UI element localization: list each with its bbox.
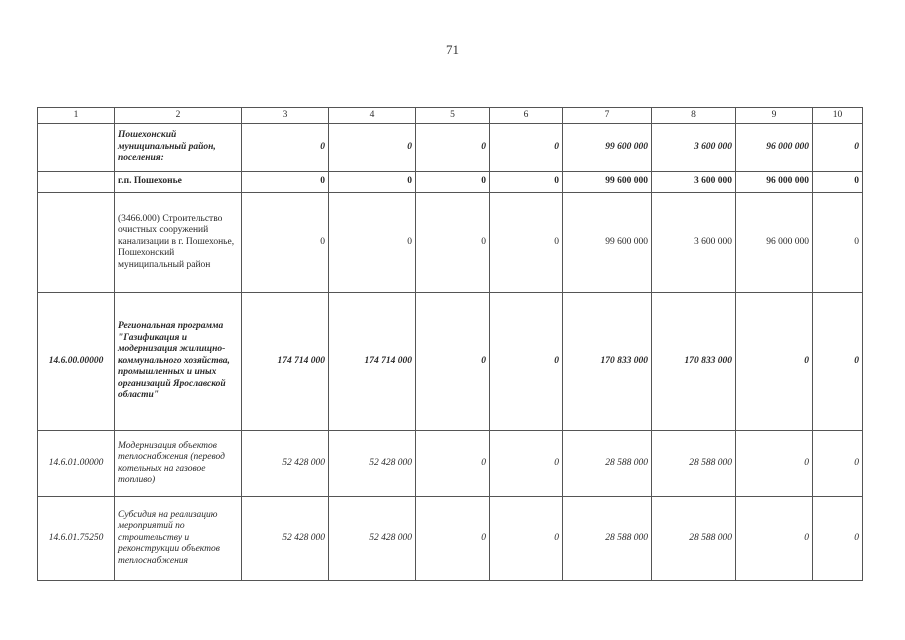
row-value: 52 428 000 — [242, 497, 329, 581]
row-value: 0 — [813, 193, 863, 293]
row-value: 99 600 000 — [563, 124, 652, 172]
row-value: 3 600 000 — [652, 172, 736, 193]
table-header-row — [38, 108, 863, 124]
row-value: 0 — [329, 124, 416, 172]
row-value: 52 428 000 — [242, 431, 329, 497]
row-value: 0 — [416, 293, 490, 431]
page-number: 71 — [446, 42, 459, 57]
table-row — [38, 172, 863, 193]
row-value: 99 600 000 — [563, 172, 652, 193]
row-value: 0 — [736, 497, 813, 581]
row-value: 96 000 000 — [736, 124, 813, 172]
row-value: 0 — [242, 124, 329, 172]
row-value: 0 — [416, 193, 490, 293]
column-header: 1 — [38, 108, 115, 124]
table-row — [38, 124, 863, 172]
column-header: 3 — [242, 108, 329, 124]
row-value: 0 — [490, 293, 563, 431]
row-value: 170 833 000 — [652, 293, 736, 431]
row-value: 0 — [490, 193, 563, 293]
row-name: г.п. Пошехонье — [115, 172, 242, 193]
row-value: 3 600 000 — [652, 124, 736, 172]
row-value: 0 — [416, 124, 490, 172]
row-value: 52 428 000 — [329, 497, 416, 581]
row-value: 0 — [813, 172, 863, 193]
table-row — [38, 193, 863, 293]
row-value: 96 000 000 — [736, 172, 813, 193]
table-row — [38, 497, 863, 581]
column-header: 5 — [416, 108, 490, 124]
row-value: 28 588 000 — [652, 497, 736, 581]
row-value: 96 000 000 — [736, 193, 813, 293]
row-code — [38, 124, 115, 172]
row-value: 0 — [242, 172, 329, 193]
row-value: 3 600 000 — [652, 193, 736, 293]
row-value: 99 600 000 — [563, 193, 652, 293]
row-code — [38, 193, 115, 293]
row-code: 14.6.01.00000 — [38, 431, 115, 497]
row-value: 0 — [736, 431, 813, 497]
row-value: 0 — [490, 431, 563, 497]
row-value: 52 428 000 — [329, 431, 416, 497]
row-code — [38, 172, 115, 193]
row-value: 0 — [329, 172, 416, 193]
row-value: 0 — [490, 172, 563, 193]
row-value: 0 — [813, 431, 863, 497]
row-value: 0 — [242, 193, 329, 293]
column-header: 9 — [736, 108, 813, 124]
column-header: 8 — [652, 108, 736, 124]
table-row — [38, 431, 863, 497]
column-header: 2 — [115, 108, 242, 124]
row-name: Модернизация объектов теплоснабжения (перевод котельных на газовое топливо) — [115, 431, 242, 497]
column-header: 6 — [490, 108, 563, 124]
row-name: Субсидия на реализацию мероприятий по строительству и реконструкции объектов теплоснабжения — [115, 497, 242, 581]
table-row — [38, 293, 863, 431]
row-name: Региональная программа "Газификация и модернизация жилищно-коммунального хозяйства, промышленных и иных организаций Ярославской области" — [115, 293, 242, 431]
row-name: (3466.000) Строительство очистных сооружений канализации в г. Пошехонье, Пошехонский муниципальный район — [115, 193, 242, 293]
row-code: 14.6.00.00000 — [38, 293, 115, 431]
column-header: 7 — [563, 108, 652, 124]
row-value: 28 588 000 — [563, 431, 652, 497]
row-value: 174 714 000 — [242, 293, 329, 431]
column-header: 10 — [813, 108, 863, 124]
row-value: 0 — [813, 293, 863, 431]
row-value: 0 — [416, 497, 490, 581]
row-value: 0 — [490, 124, 563, 172]
row-name: Пошехонский муниципальный район, поселения: — [115, 124, 242, 172]
budget-table — [37, 107, 863, 581]
row-value: 0 — [813, 124, 863, 172]
row-value: 28 588 000 — [652, 431, 736, 497]
column-header: 4 — [329, 108, 416, 124]
row-value: 0 — [736, 293, 813, 431]
row-value: 0 — [813, 497, 863, 581]
row-value: 174 714 000 — [329, 293, 416, 431]
row-value: 0 — [416, 431, 490, 497]
row-value: 170 833 000 — [563, 293, 652, 431]
row-value: 0 — [416, 172, 490, 193]
row-code: 14.6.01.75250 — [38, 497, 115, 581]
row-value: 0 — [329, 193, 416, 293]
row-value: 0 — [490, 497, 563, 581]
row-value: 28 588 000 — [563, 497, 652, 581]
